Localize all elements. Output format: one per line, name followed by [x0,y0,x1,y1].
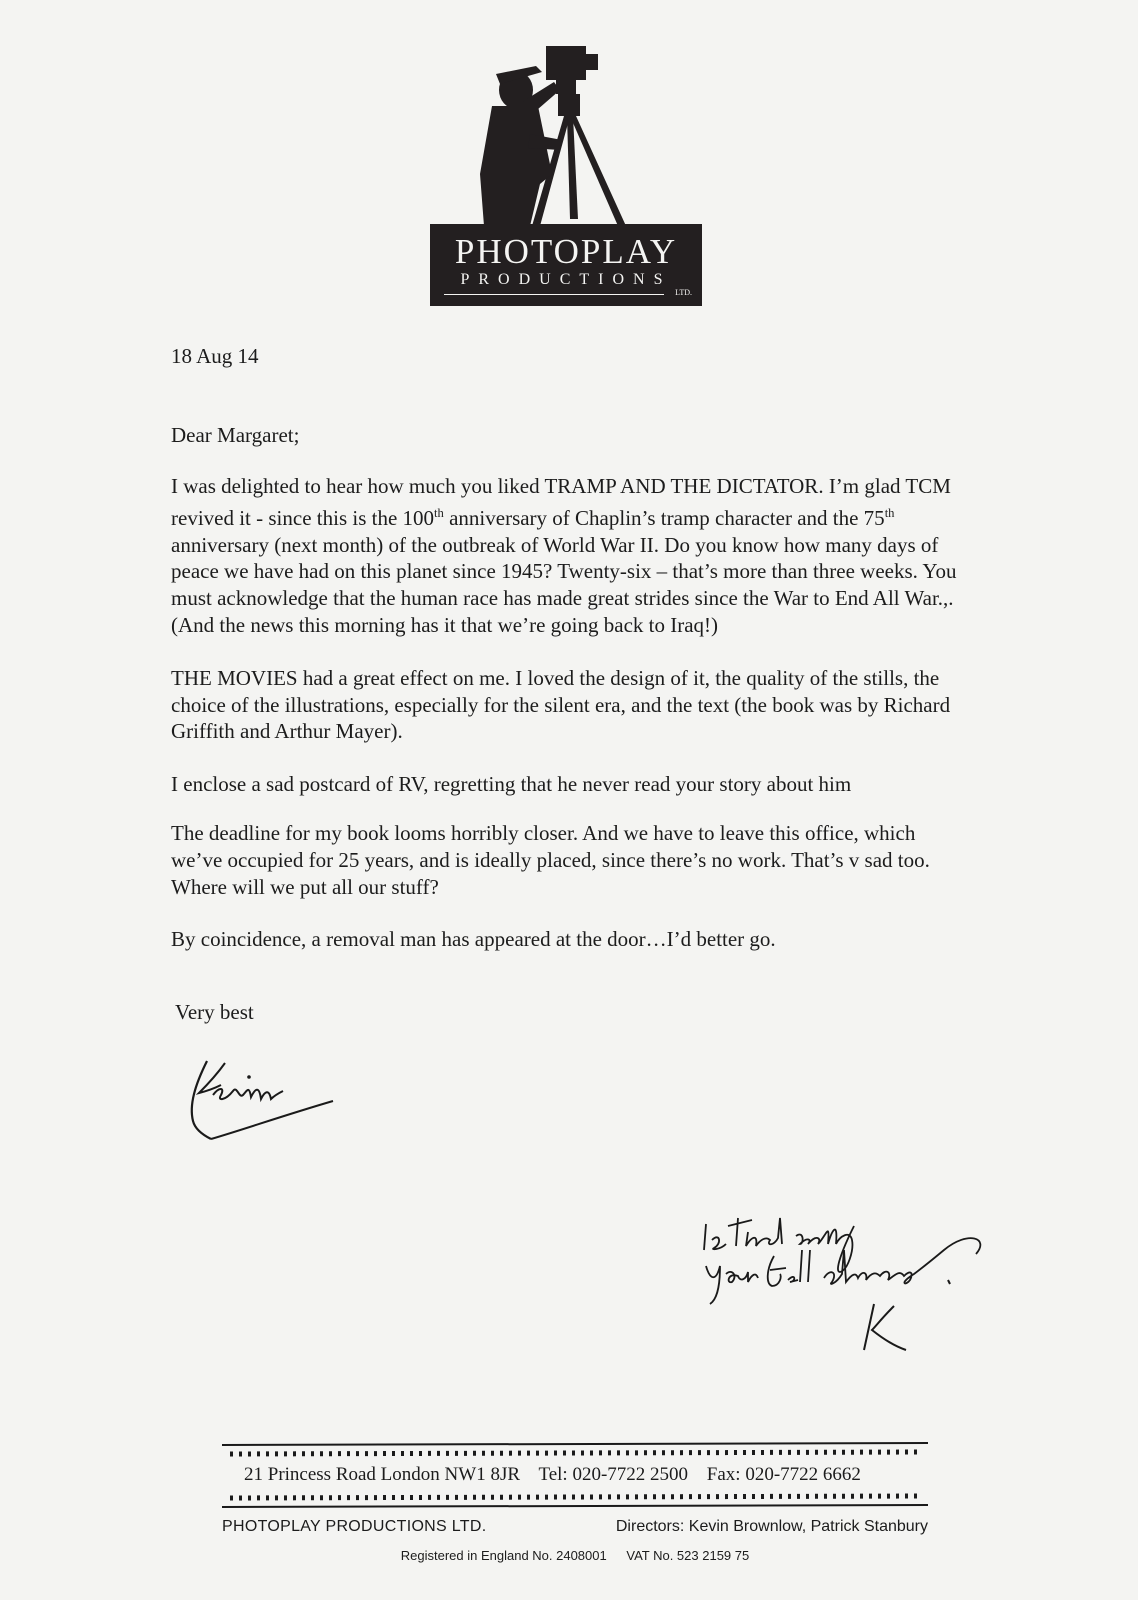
logo-company-name: PHOTOPLAY [454,232,678,271]
film-strip-top [222,1442,928,1460]
letterhead [430,44,702,306]
salutation: Dear Margaret; [171,423,300,447]
cameraman-icon [430,44,702,229]
paragraph-3: I enclose a sad postcard of RV, regretting that he never read your story about him [171,772,852,797]
signature [185,1055,345,1165]
footer-registration-line [222,1548,928,1563]
paragraph-4: The deadline for my book looms horribly closer. And we have to leave this office, which we’ve occupied for 25 years, and is ideally placed, since there’s no work. That’s v sad too. Where will we put all our stuff? [171,820,930,899]
letter-date: 18 Aug 14 [171,344,259,368]
paragraph-1: I was delighted to hear how much you liked TRAMP AND THE DICTATOR. I’m glad TCM revived it - since this is the 100th anniversary of Chaplin’s tramp character and the 75th anniversary (next month) of the outbreak of World War II. Do you know how many days of peace we have had on this planet since 1945? Twenty-six – that’s more than three weeks. You must acknowledge that the human race has made great strides since the War to End All War.,. (And the news this morning has it that we’re going back to Iraq!) [171,474,957,637]
logo-company-suffix: LTD. [675,288,692,297]
footer-registration: Registered in England No. 2408001 [400,1548,607,1563]
paragraph-5: By coincidence, a removal man has appeared at the door…I’d better go. [171,927,776,952]
logo-underline [444,294,664,295]
paragraph-2: THE MOVIES had a great effect on me. I loved the design of it, the quality of the stills, the choice of the illustrations, especially for the silent era, and the text (the book was by Richard Griffith and Arthur Mayer). [171,665,951,744]
footer-address-line [244,1464,875,1486]
logo-plate [430,224,702,306]
footer-company: PHOTOPLAY PRODUCTIONS LTD. [222,1518,487,1535]
closing: Very best [175,1000,254,1024]
letter-body [171,473,971,979]
footer-vat: VAT No. 523 2159 75 [626,1548,750,1563]
logo-company-sub: PRODUCTIONS [460,271,672,288]
handwritten-note [700,1210,1000,1370]
film-strip-bottom [222,1492,928,1510]
footer-directors: Directors: Kevin Brownlow, Patrick Stanbury [615,1518,928,1535]
footer-address: 21 Princess Road London NW1 8JR [244,1464,521,1485]
footer-fax: Fax: 020-7722 6662 [706,1464,861,1485]
footer-tel: Tel: 020-7722 2500 [538,1464,689,1485]
